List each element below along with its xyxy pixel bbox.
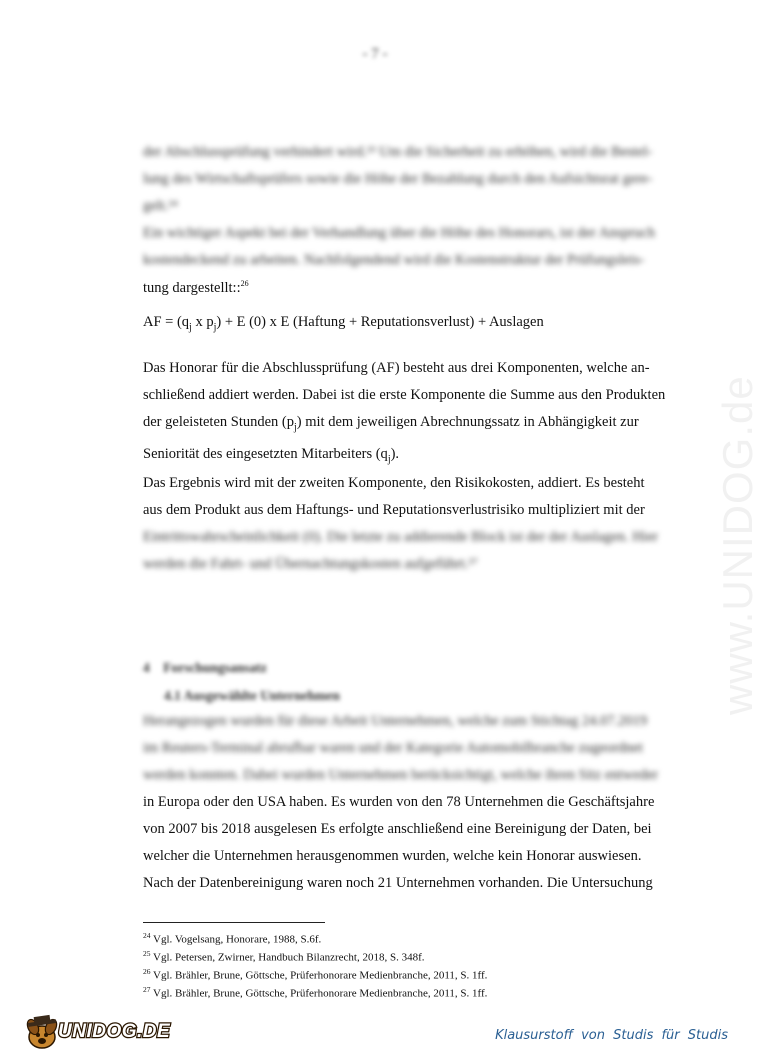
- text-line: der Abschlussprüfung verhindert wird.²³ Um die Sicherheit zu erhöhen, wird die Bestel-: [143, 144, 653, 160]
- text-line: Das Ergebnis wird mit der zweiten Komponente, den Risikokosten, addiert. Es besteht: [143, 475, 645, 491]
- footnote-number: 27: [143, 985, 151, 995]
- footnote: [143, 947, 487, 965]
- footnote-text: Vgl. Vogelsang, Honorare, 1988, S.6f.: [150, 933, 322, 946]
- footnote: [143, 929, 487, 947]
- section-number: 4: [143, 660, 150, 675]
- footnote-ref: 26: [240, 279, 249, 288]
- blurred-line: werden konnten. Dabei wurden Unternehmen berücksichtigt, welche ihren Sitz entweder: [143, 767, 658, 783]
- intro-line: [143, 270, 679, 302]
- dog-icon: [22, 1013, 62, 1051]
- formula-part: AF = (q: [143, 314, 190, 330]
- text-line: Ein wichtiger Aspekt bei der Verhandlung über die Höhe des Honorars, ist der Anspruch: [143, 225, 655, 241]
- subsection-heading: 4.1 Ausgewählte Unternehmen: [164, 688, 340, 703]
- text-span: Seniorität des eingesetzten Mitarbeiters (q: [143, 445, 388, 462]
- footnote-number: 24: [143, 931, 151, 940]
- tagline: Klausurstoff von Studis für Studis: [495, 1028, 728, 1043]
- footnote-text: Vgl. Brähler, Brune, Göttsche, Prüferhonorare Medienbranche, 2011, S. 1ff.: [150, 969, 488, 982]
- text-line: lung des Wirtschaftsprüfers sowie die Höhe der Bezahlung durch den Aufsichtsrat gere-: [143, 171, 653, 187]
- watermark: www.UNIDOG.de: [714, 375, 761, 715]
- footnote-separator: [143, 922, 325, 923]
- footnote-number: 26: [143, 967, 151, 977]
- footnote: [143, 965, 487, 983]
- text-span: ) mit dem jeweiligen Abrechnungssatz in Abhängigkeit zur: [296, 414, 639, 430]
- formula: [143, 314, 544, 333]
- footnote-text: Vgl. Brähler, Brune, Göttsche, Prüferhonorare Medienbranche, 2011, S. 1ff.: [150, 988, 488, 1001]
- text-line: [143, 441, 679, 473]
- unidog-logo: [22, 1013, 170, 1051]
- footnote-text: Vgl. Petersen, Zwirner, Handbuch Bilanzrecht, 2018, S. 348f.: [150, 951, 425, 964]
- text-line: Das Honorar für die Abschlussprüfung (AF) besteht aus drei Komponenten, welche an-: [143, 360, 650, 376]
- subscript: j: [294, 421, 297, 433]
- text-line: in Europa oder den USA haben. Es wurden von den 78 Unternehmen die Geschäftsjahre: [143, 794, 655, 810]
- text-line: aus dem Produkt aus dem Haftungs- und Reputationsverlustrisiko multipliziert mit der: [143, 502, 645, 518]
- text-line: [143, 409, 679, 441]
- text-line: gelt.²⁴: [143, 198, 178, 214]
- blurred-line: im Reuters-Terminal abrufbar waren und der Kategorie Automobilbranche zugeordnet: [143, 740, 643, 756]
- formula-part: x p: [191, 314, 214, 330]
- paragraph-risk-costs: [143, 470, 679, 578]
- section-title: Forschungsansatz: [163, 660, 267, 675]
- text-line: Nach der Datenbereinigung waren noch 21 Unternehmen vorhanden. Die Untersuchung: [143, 875, 653, 891]
- subscript: j: [387, 453, 391, 465]
- intro-text: tung dargestellt::: [143, 279, 241, 296]
- formula-subscript: j: [213, 321, 217, 333]
- text-span: der geleisteten Stunden (p: [143, 414, 294, 430]
- footnote: [143, 983, 487, 1001]
- logo-text: UNIDOG.DE: [58, 1021, 171, 1042]
- blurred-line: Eintrittswahrscheinlichkeit (0). Die letzte zu addierende Block ist der der Auslagen. Hier: [143, 529, 658, 545]
- blurred-line: Herangezogen wurden für diese Arbeit Unternehmen, welche zum Stichtag 24.07.2019: [143, 713, 648, 729]
- blurred-top-paragraph: [143, 139, 679, 274]
- text-span: ).: [390, 445, 400, 462]
- section-heading: [143, 660, 267, 676]
- text-line: kostendeckend zu arbeiten. Nachfolgendend wird die Kostenstruktur der Prüfungsleis-: [143, 252, 645, 268]
- paragraph-fee-components: [143, 355, 679, 473]
- page-number: - 7 -: [362, 46, 388, 62]
- formula-part: ) + E (0) x E (Haftung + Reputationsverlust) + Auslagen: [216, 314, 544, 330]
- footnote-number: 25: [143, 949, 151, 959]
- text-line: welcher die Unternehmen herausgenommen wurden, welche kein Honorar auswiesen.: [143, 848, 642, 864]
- text-line: von 2007 bis 2018 ausgelesen Es erfolgte anschließend eine Bereinigung der Daten, bei: [143, 821, 652, 837]
- text-line: schließend addiert werden. Dabei ist die erste Komponente die Summe aus den Produkten: [143, 387, 666, 403]
- blurred-line: werden die Fahrt- und Übernachtungskosten aufgeführt.²⁷: [143, 556, 478, 572]
- footnotes: [143, 929, 487, 1002]
- paragraph-selected-companies: [143, 708, 679, 897]
- formula-subscript: j: [189, 321, 192, 333]
